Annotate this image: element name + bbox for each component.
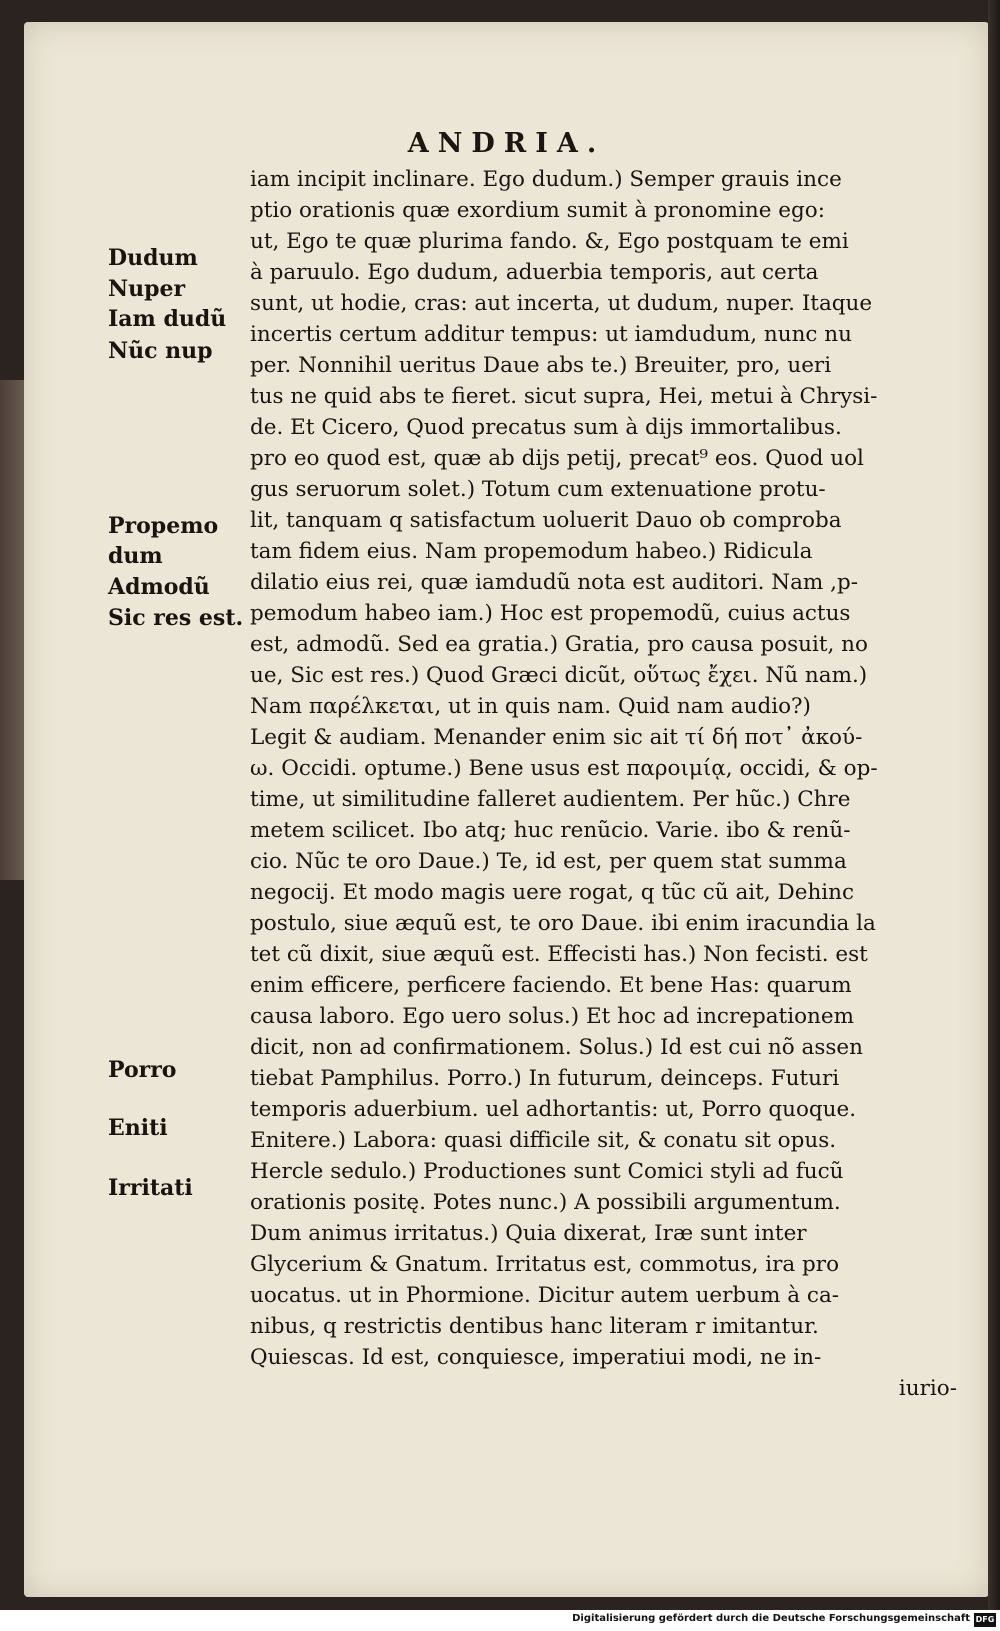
binding-shadow-left xyxy=(0,380,24,880)
text-line: tus ne quid abs te fieret. sicut supra, Hei, metui à Chrysi- xyxy=(250,384,878,409)
text-line: nibus, q restrictis dentibus hanc literam r imitantur. xyxy=(250,1314,819,1339)
marginal-note: Sic res est. xyxy=(108,605,244,631)
text-line: Quiescas. Id est, conquiesce, imperatiui modi, ne in- xyxy=(250,1345,822,1370)
text-line: Dum animus irritatus.) Quia dixerat, Iræ sunt inter xyxy=(250,1221,807,1246)
text-line: ω. Occidi. optume.) Bene usus est παροιμίᾳ, occidi, & op- xyxy=(250,756,878,781)
text-line: pro eo quod est, quæ ab dijs petij, precat⁹ eos. Quod uol xyxy=(250,446,864,471)
text-line: causa laboro. Ego uero solus.) Et hoc ad increpationem xyxy=(250,1004,854,1029)
text-line: lit, tanquam q satisfactum uoluerit Dauo ob comproba xyxy=(250,508,842,533)
text-line: metem scilicet. Ibo atq; huc renũcio. Varie. ibo & renũ- xyxy=(250,818,851,843)
text-line: temporis aduerbium. uel adhortantis: ut, Porro quoque. xyxy=(250,1097,857,1122)
text-line: sunt, ut hodie, cras: aut incerta, ut dudum, nuper. Itaque xyxy=(250,291,873,316)
text-line: negocij. Et modo magis uere rogat, q tũc cũ ait, Dehinc xyxy=(250,880,855,905)
funding-credit: Digitalisierung gefördert durch die Deutsche Forschungsgemeinschaft xyxy=(572,1613,970,1624)
text-line: tam fidem eius. Nam propemodum habeo.) Ridicula xyxy=(250,539,813,564)
marginal-note: Eniti xyxy=(108,1115,168,1141)
commentary-text xyxy=(250,164,995,1404)
marginal-note: Dudum xyxy=(108,245,198,271)
text-line: dilatio eius rei, quæ iamdudũ nota est auditori. Nam ,p- xyxy=(250,570,859,595)
text-line: postulo, siue æquũ est, te oro Daue. ibi enim iracundia la xyxy=(250,911,876,936)
marginal-note: Nũc nup xyxy=(108,338,213,364)
marginal-note: Iam dudũ xyxy=(108,306,227,332)
marginal-note: Admodũ xyxy=(108,574,210,600)
marginal-note: Propemo xyxy=(108,513,219,539)
text-line: tiebat Pamphilus. Porro.) In futurum, deinceps. Futuri xyxy=(250,1066,840,1091)
text-line: incertis certum additur tempus: ut iamdudum, nunc nu xyxy=(250,322,852,347)
text-line: Nam παρέλκεται, ut in quis nam. Quid nam audio?) xyxy=(250,694,811,719)
catchword: iurio- xyxy=(898,1376,957,1401)
running-head: ANDRIA. xyxy=(407,128,606,159)
text-line: gus seruorum solet.) Totum cum extenuatione protu- xyxy=(250,477,826,502)
dfg-logo-icon: DFG xyxy=(974,1613,996,1627)
text-line: à paruulo. Ego dudum, aduerbia temporis, aut certa xyxy=(250,260,819,285)
text-line: de. Et Cicero, Quod precatus sum à dijs immortalibus. xyxy=(250,415,842,440)
text-line: Enitere.) Labora: quasi difficile sit, & conatu sit opus. xyxy=(250,1128,837,1153)
digitization-footer xyxy=(0,1610,1000,1631)
text-line: enim efficere, perficere faciendo. Et bene Has: quarum xyxy=(250,973,852,998)
text-line: ue, Sic est res.) Quod Græci dicũt, οὕτως ἔχει. Nũ nam.) xyxy=(250,663,868,688)
text-line: cio. Nũc te oro Daue.) Te, id est, per quem stat summa xyxy=(250,849,847,874)
text-line: tet cũ dixit, siue æquũ est. Effecisti has.) Non fecisti. est xyxy=(250,942,868,967)
text-line: orationis positę. Potes nunc.) A possibili argumentum. xyxy=(250,1190,841,1215)
text-line: Hercle sedulo.) Productiones sunt Comici styli ad fucũ xyxy=(250,1159,844,1184)
text-line: est, admodũ. Sed ea gratia.) Gratia, pro causa posuit, no xyxy=(250,632,868,657)
marginal-note: Irritati xyxy=(108,1175,193,1201)
text-line: Legit & audiam. Menander enim sic ait τί δή ποτ᾽ ἀκού- xyxy=(250,725,863,750)
text-line: ut, Ego te quæ plurima fando. &, Ego postquam te emi xyxy=(250,229,849,254)
text-line: dicit, non ad confirmationem. Solus.) Id est cui nõ assen xyxy=(250,1035,863,1060)
text-line: pemodum habeo iam.) Hoc est propemodũ, cuius actus xyxy=(250,601,851,626)
text-line: iam incipit inclinare. Ego dudum.) Semper grauis ince xyxy=(250,167,842,192)
page-edge-right xyxy=(988,0,1000,1610)
text-line: Glycerium & Gnatum. Irritatus est, commotus, ira pro xyxy=(250,1252,840,1277)
text-line: time, ut similitudine falleret audientem. Per hũc.) Chre xyxy=(250,787,851,812)
text-line: uocatus. ut in Phormione. Dicitur autem uerbum à ca- xyxy=(250,1283,840,1308)
marginal-note: Nuper xyxy=(108,276,186,302)
book-page xyxy=(24,22,989,1597)
text-line: per. Nonnihil ueritus Daue abs te.) Breuiter, pro, ueri xyxy=(250,353,832,378)
text-line: ptio orationis quæ exordium sumit à pronomine ego: xyxy=(250,198,825,223)
marginal-note: dum xyxy=(108,543,163,569)
marginal-note: Porro xyxy=(108,1057,177,1083)
